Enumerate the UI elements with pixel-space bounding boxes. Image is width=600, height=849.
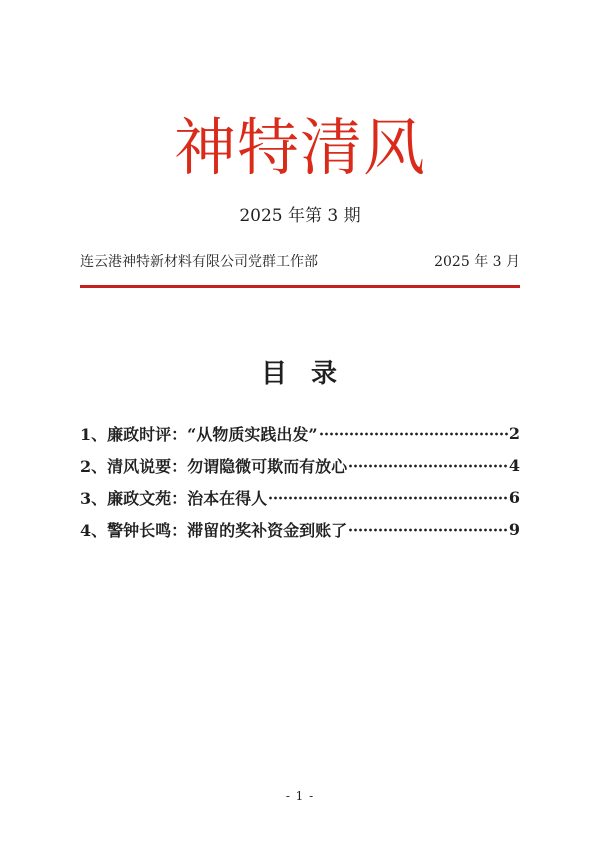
- toc-item-label: 3、廉政文苑：治本在得人: [80, 489, 268, 509]
- toc-item[interactable]: [80, 482, 520, 514]
- publish-date: 2025 年 3 月: [434, 254, 520, 271]
- newsletter-title: 神特清风: [173, 111, 426, 184]
- toc-item-page: 9: [508, 520, 520, 540]
- publisher-name: 连云港神特新材料有限公司党群工作部: [80, 254, 318, 271]
- toc-item[interactable]: [80, 514, 520, 546]
- page-number: - 1 -: [285, 788, 315, 803]
- toc-item-label: 2、清风说要：勿谓隐微可欺而有放心: [80, 457, 348, 477]
- toc-item-page: 6: [508, 488, 520, 508]
- toc-item-label: 4、警钟长鸣：滞留的奖补资金到账了: [80, 521, 348, 541]
- toc-item-page: 4: [508, 456, 520, 476]
- publisher-row: [80, 253, 520, 271]
- dot-leader: [268, 490, 508, 506]
- toc-list: [80, 418, 520, 546]
- toc-heading: 目 录: [260, 358, 340, 389]
- dot-leader: [348, 522, 508, 538]
- toc-item[interactable]: [80, 418, 520, 450]
- toc-item[interactable]: [80, 450, 520, 482]
- dot-leader: [348, 458, 508, 474]
- dot-leader: [319, 426, 508, 442]
- toc-item-label: 1、廉政时评：“从物质实践出发”: [80, 425, 318, 445]
- issue-number: 2025 年第 3 期: [239, 206, 361, 227]
- header-rule: [80, 285, 520, 288]
- toc-item-page: 2: [508, 424, 520, 444]
